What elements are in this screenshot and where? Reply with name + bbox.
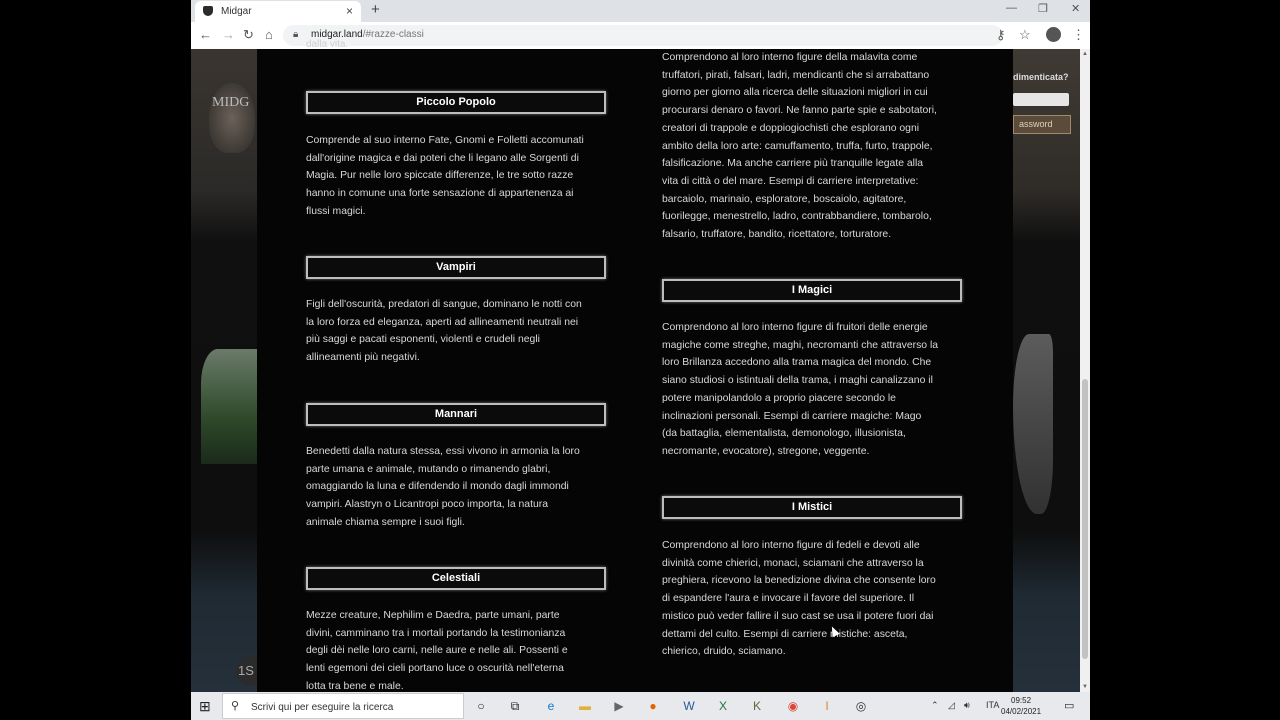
text-line: inclinazioni personali. Esempi di carriere magiche: Mago [662,410,922,422]
app-i-icon[interactable]: I [825,699,829,713]
logo-text: MIDG [212,95,250,110]
text-line: animale chiama sempre i suoi figli. [306,516,465,528]
text-line: flussi magici. [306,205,366,217]
text-line: Mezze creature, Nephilim e Daedra, parte umani, parte [306,610,560,621]
text-line: la loro forza ed eleganza, aperti ad allineamenti neutrali nei [306,316,579,328]
text-line: Magia. Pur nelle loro spiccate differenze, le tre sotto razze [306,170,574,182]
text-line: allineamenti più negativi. [306,352,420,364]
profile-icon[interactable] [1046,27,1061,42]
close-window-icon[interactable]: ✕ [1071,3,1081,15]
text-line: fuorilegge, menestrello, ladro, contrabbandiere, tombarolo, [662,211,932,223]
text-line: siano studiosi o istintuali della trama, i maghi canalizzano il [662,375,933,387]
text-line: divini, camminano tra i mortali portando la testimonianza [306,627,566,639]
section-text-celestiali [306,607,568,696]
web-page [191,39,1080,692]
page-scrollbar[interactable] [1080,49,1090,692]
text-line: giorno per giorno alla ricerca delle situazioni migliori in cui [662,87,928,99]
text-line: potere manipolandolo a proprio piacere secondo le [662,392,896,404]
reload-icon[interactable]: ↻ [243,27,254,42]
text-line: Comprendono al loro interno figure di fedeli e devoti alle [662,540,920,551]
text-line: magiche come streghe, maghi, necromanti che attraverso la [662,339,939,351]
text-line: dall'origine magica e dai poteri che li legano alle Sorgenti di [306,152,579,164]
section-text-magici [662,319,938,461]
section-title-vampiri: Vampiri [306,256,606,279]
url-path: /#razze-classi [362,29,424,40]
text-line: omaggiando la luna e difendendo il mondo dagli immondi [306,481,569,493]
taskbar-clock[interactable] [1001,695,1041,717]
text-line: lenti egemoni dei cieli portano luce o oscurità nell'eterna [306,663,564,675]
text-line: mistico può veder fallire il suo cast se usa il potere fuori dai [662,610,934,622]
section-text-mistici [662,537,936,661]
cortana-icon[interactable]: ○ [477,699,485,713]
clock-time: 09:52 [1011,696,1032,705]
section-title-celestiali: Celestiali [306,567,606,590]
volume-icon[interactable]: 🔊︎ [964,700,970,710]
section-title-mannari: Mannari [306,403,606,426]
cut-off-text: dalla vita. [306,39,349,50]
address-bar[interactable] [283,25,1003,46]
new-tab-icon[interactable]: + [371,1,380,18]
section-text-vampiri [306,296,582,367]
notification-icon[interactable]: ▭ [1064,700,1075,712]
url-host: midgar.land [311,29,363,40]
text-line: parte umana e animale, mutando o rimanendo glabri, [306,463,551,475]
medal-badge: 1S [236,656,266,686]
text-line: procurarsi denaro o favori. Ne fanno parte spie e sabotatori, [662,105,937,117]
browser-tab[interactable] [195,1,361,22]
app-k-icon[interactable]: K [752,699,761,713]
language-indicator[interactable]: ITA [986,700,1000,710]
back-arrow-icon[interactable]: ← [199,27,212,42]
menu-dots-icon[interactable]: ⋮ [1072,27,1085,42]
scroll-down-icon[interactable]: ▼ [1082,684,1088,690]
task-view-icon[interactable]: ⧉ [510,699,520,713]
section-title-magici: I Magici [662,279,962,302]
forest-book-illustration [201,349,257,464]
text-line: Comprende al suo interno Fate, Gnomi e Folletti accomunati [306,135,584,146]
lock-icon[interactable]: 🔒︎ [293,29,299,40]
clock-date: 04/02/2021 [1001,707,1042,716]
scroll-up-icon[interactable]: ▲ [1082,51,1088,57]
search-icon: ⚲ [231,700,240,712]
search-placeholder: Scrivi qui per eseguire la ricerca [251,702,394,713]
network-icon[interactable]: ◿ [948,700,955,710]
text-line: loro Brillanza accedono alla trama magica del mondo. Che [662,357,932,369]
text-line: falsario, truffatore, bandito, ricettatore, torturatore. [662,229,892,241]
text-line: creatori di trappole e doppiogiochisti che esplorano ogni [662,122,920,134]
text-line: degli dèi nelle loro carni, nelle aure e nelle ali. Possenti e [306,645,568,657]
taskbar-search-box[interactable] [222,693,464,719]
excel-icon[interactable]: X [718,699,727,713]
word-icon[interactable]: W [683,699,695,713]
tray-chevron-icon[interactable]: ⌃ [931,700,939,710]
text-line: vampiri. Alastryn o Licantropi poco importa, la natura [306,499,548,511]
scrollbar-thumb[interactable] [1082,379,1088,659]
text-line: chierico, druido, sciamano. [662,646,786,658]
text-line: ambito della loro arte: camuffamento, truffa, furto, trappole, [662,140,933,152]
media-icon[interactable]: ▶ [614,699,624,713]
firefox-icon[interactable]: ● [649,699,657,713]
obs-icon[interactable]: ◎ [855,699,867,713]
text-line: preghiera, ricevono la benedizione divina che consente loro [662,575,936,587]
text-line: dettami del culto. Esempi di carriere mistiche: asceta, [662,628,908,640]
browser-window [191,0,1090,692]
close-tab-icon[interactable]: × [345,4,353,18]
forgot-password-link[interactable]: dimenticata? [1013,72,1069,82]
chrome-icon[interactable]: ◉ [787,699,799,713]
windows-taskbar [191,692,1090,720]
tab-strip [191,0,1090,22]
text-line: Figli dell'oscurità, predatori di sangue, dominano le notti con [306,299,582,310]
text-line: barcaiolo, marinaio, esploratore, boscaiolo, agitatore, [662,193,907,205]
windows-start-icon[interactable]: ⊞ [199,698,211,714]
file-explorer-icon[interactable]: ▬ [579,699,591,713]
tab-title: Midgar [221,6,252,17]
forward-arrow-icon[interactable]: → [222,27,235,42]
section-text-mannari [306,443,580,532]
midgar-favicon-icon [203,6,213,16]
text-line: Comprendono al loro interno figure di fruitori delle energie [662,322,928,333]
login-button[interactable]: assword [1013,115,1071,134]
main-content [257,39,1013,692]
section-text-malavita [662,49,937,244]
star-icon[interactable]: ☆ [1019,27,1031,42]
section-title-mistici: I Mistici [662,496,962,519]
text-line: lotta tra bene e male. [306,680,404,692]
text-line: falsificazione. Ma anche carriere più tranquille legate alla [662,158,924,170]
text-line: necromante, evocatore), stregone, veggente. [662,445,870,457]
key-icon[interactable]: ⚷ [996,27,1006,42]
home-icon[interactable]: ⌂ [265,27,273,42]
section-text-piccolo-popolo [306,132,584,221]
edge-icon[interactable]: e [547,699,555,713]
minimize-icon[interactable]: — [1006,2,1017,14]
text-line: vita di città o del mare. Esempi di carriere interpretative: [662,175,919,187]
text-line: più saggi e pacati esponenti, violenti e crudeli negli [306,334,540,346]
restore-icon[interactable]: ❐ [1038,3,1048,15]
text-line: (da battaglia, elementalista, demonologo, illusionista, [662,428,906,440]
midgar-logo[interactable] [209,83,255,153]
text-line: truffatori, pirati, falsari, ladri, mendicanti che si arrabattano [662,69,930,81]
text-line: di espandere l'aura e invocare il favore del superiore. Il [662,593,915,605]
text-line: hanno in comune una forte sensazione di appartenenza ai [306,188,574,200]
login-field[interactable] [1013,93,1069,106]
section-title-piccolo-popolo: Piccolo Popolo [306,91,606,114]
text-line: divinità come chierici, monaci, sciamani che attraverso la [662,557,924,569]
text-line: Comprendono al loro interno figure della malavita come [662,52,918,63]
text-line: Benedetti dalla natura stessa, essi vivono in armonia la loro [306,446,580,457]
